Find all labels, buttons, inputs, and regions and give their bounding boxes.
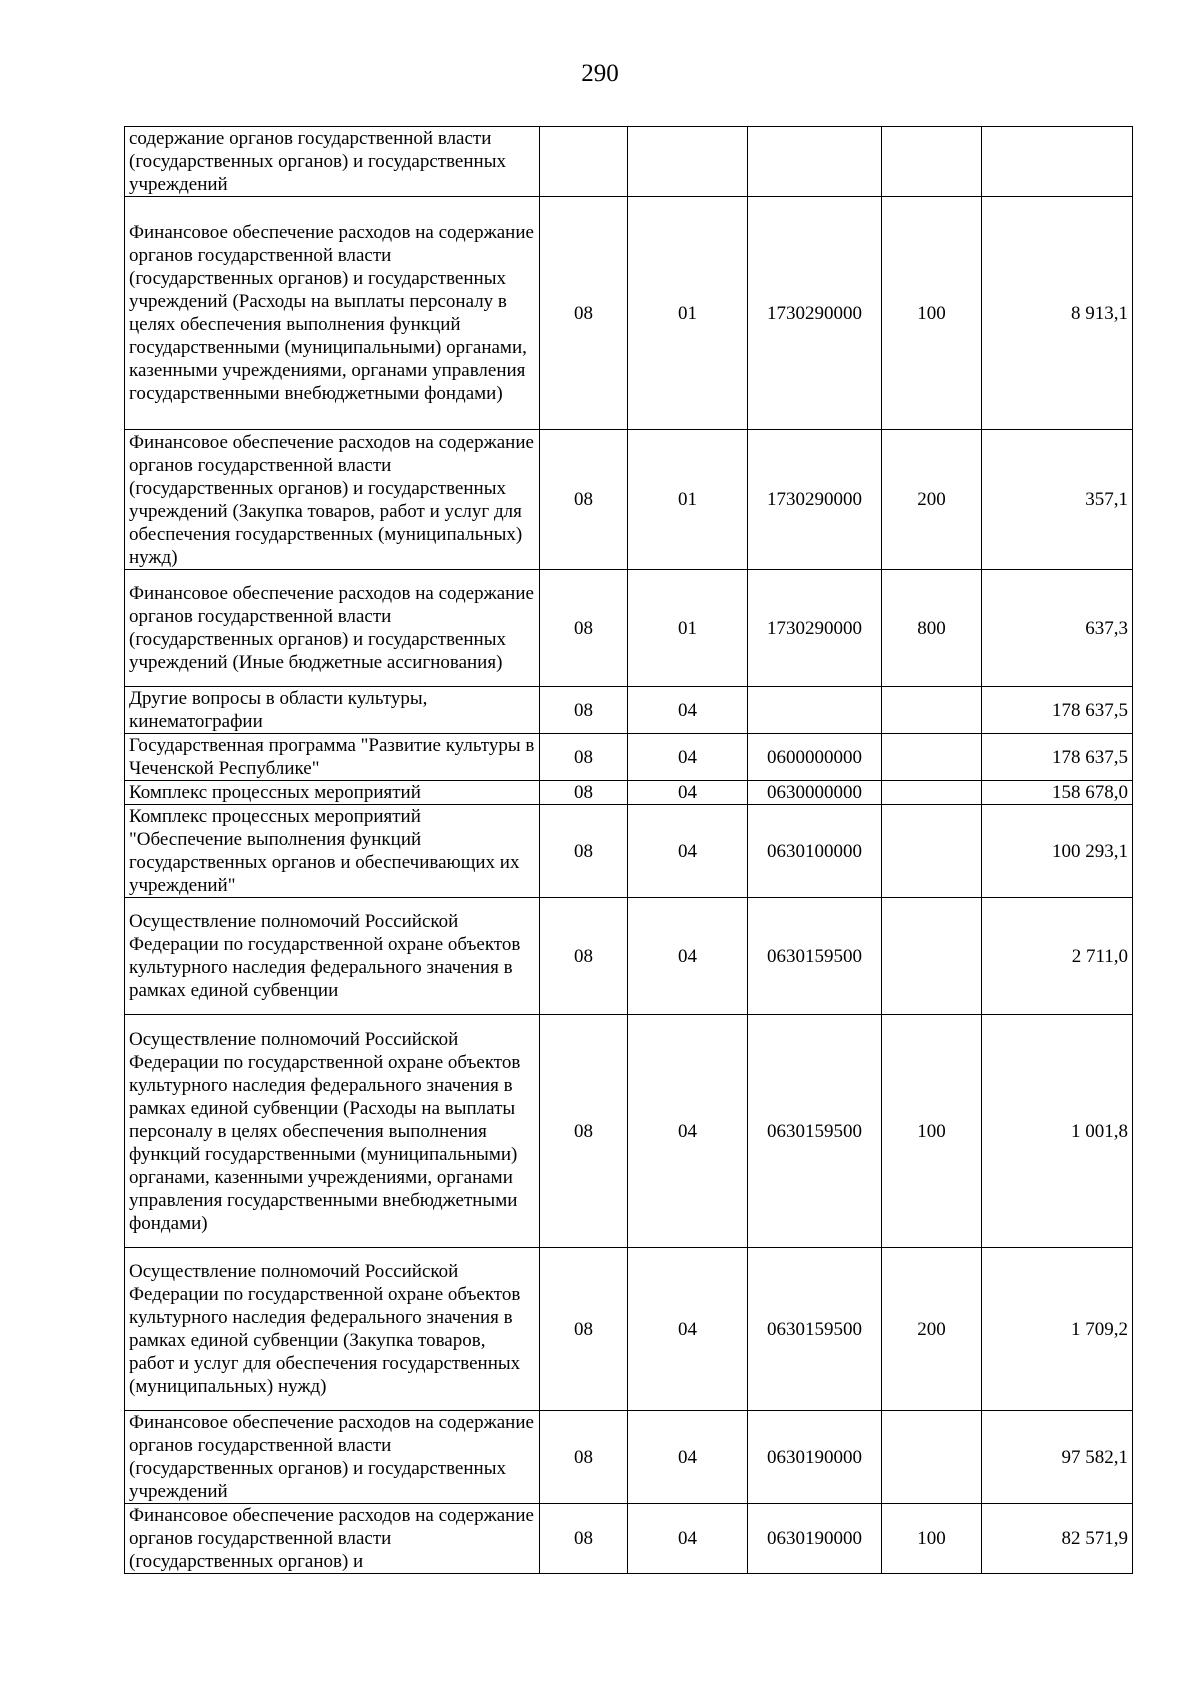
row-section-cell: 08 (540, 805, 628, 898)
row-target-cell: 0630159500 (748, 1248, 882, 1411)
row-subsection-cell: 04 (628, 1411, 748, 1504)
row-name-cell: содержание органов государственной власти (государственных органов) и государственных учреждений (125, 127, 540, 197)
row-expense-type-cell: 100 (882, 1504, 982, 1574)
row-section-cell: 08 (540, 734, 628, 781)
row-target-cell: 0630190000 (748, 1504, 882, 1574)
row-section-cell: 08 (540, 197, 628, 430)
row-amount-cell: 178 637,5 (982, 687, 1133, 734)
row-expense-type-cell (882, 1411, 982, 1504)
table-row (125, 1248, 1133, 1411)
row-target-cell (748, 687, 882, 734)
row-amount-cell: 2 711,0 (982, 898, 1133, 1015)
row-name-cell: Другие вопросы в области культуры, кинематографии (125, 687, 540, 734)
row-amount-cell: 158 678,0 (982, 781, 1133, 805)
row-name-cell: Осуществление полномочий Российской Федерации по государственной охране объектов культурного наследия федерального значения в рамках единой субвенции (125, 898, 540, 1015)
row-amount-cell: 1 709,2 (982, 1248, 1133, 1411)
row-name-cell: Финансовое обеспечение расходов на содержание органов государственной власти (государственных органов) и государственных учреждений (Иные бюджетные ассигнования) (125, 570, 540, 687)
row-expense-type-cell (882, 781, 982, 805)
table-row (125, 430, 1133, 570)
row-expense-type-cell (882, 805, 982, 898)
row-subsection-cell: 01 (628, 570, 748, 687)
row-expense-type-cell: 100 (882, 1015, 982, 1248)
budget-table-body (125, 127, 1133, 1574)
row-expense-type-cell (882, 127, 982, 197)
table-row (125, 898, 1133, 1015)
row-section-cell: 08 (540, 1411, 628, 1504)
row-subsection-cell: 01 (628, 197, 748, 430)
table-row (125, 1504, 1133, 1574)
row-amount-cell: 100 293,1 (982, 805, 1133, 898)
row-subsection-cell: 01 (628, 430, 748, 570)
row-target-cell: 1730290000 (748, 570, 882, 687)
row-expense-type-cell (882, 734, 982, 781)
row-expense-type-cell (882, 687, 982, 734)
table-row (125, 1015, 1133, 1248)
table-row (125, 127, 1133, 197)
row-target-cell: 0630159500 (748, 1015, 882, 1248)
row-name-cell: Финансовое обеспечение расходов на содержание органов государственной власти (государственных органов) и государственных учреждений (Закупка товаров, работ и услуг для обеспечения государственных (муниципальных) нужд) (125, 430, 540, 570)
table-row (125, 734, 1133, 781)
row-target-cell: 0630100000 (748, 805, 882, 898)
row-subsection-cell: 04 (628, 687, 748, 734)
row-target-cell: 1730290000 (748, 430, 882, 570)
row-section-cell: 08 (540, 570, 628, 687)
row-section-cell (540, 127, 628, 197)
row-amount-cell: 8 913,1 (982, 197, 1133, 430)
row-target-cell: 0600000000 (748, 734, 882, 781)
row-name-cell: Финансовое обеспечение расходов на содержание органов государственной власти (государственных органов) и государственных учреждений (125, 1411, 540, 1504)
row-target-cell: 0630159500 (748, 898, 882, 1015)
row-expense-type-cell: 200 (882, 1248, 982, 1411)
row-section-cell: 08 (540, 781, 628, 805)
row-amount-cell (982, 127, 1133, 197)
table-row (125, 1411, 1133, 1504)
row-subsection-cell: 04 (628, 805, 748, 898)
row-name-cell: Финансовое обеспечение расходов на содержание органов государственной власти (государственных органов) и государственных учреждений (Расходы на выплаты персоналу в целях обеспечения выполнения функций государственными (муниципальными) органами, казенными учреждениями, органами управления государственными внебюджетными фондами) (125, 197, 540, 430)
row-target-cell: 0630190000 (748, 1411, 882, 1504)
row-amount-cell: 178 637,5 (982, 734, 1133, 781)
table-row (125, 687, 1133, 734)
row-section-cell: 08 (540, 1015, 628, 1248)
row-name-cell: Комплекс процессных мероприятий "Обеспечение выполнения функций государственных органов и обеспечивающих их учреждений" (125, 805, 540, 898)
table-row (125, 570, 1133, 687)
row-amount-cell: 637,3 (982, 570, 1133, 687)
row-subsection-cell: 04 (628, 1504, 748, 1574)
row-target-cell: 1730290000 (748, 197, 882, 430)
row-amount-cell: 82 571,9 (982, 1504, 1133, 1574)
row-amount-cell: 357,1 (982, 430, 1133, 570)
row-expense-type-cell: 800 (882, 570, 982, 687)
budget-table (124, 126, 1133, 1574)
row-expense-type-cell: 200 (882, 430, 982, 570)
row-section-cell: 08 (540, 687, 628, 734)
row-name-cell: Осуществление полномочий Российской Федерации по государственной охране объектов культурного наследия федерального значения в рамках единой субвенции (Закупка товаров, работ и услуг для обеспечения государственных (муниципальных) нужд) (125, 1248, 540, 1411)
row-subsection-cell: 04 (628, 1015, 748, 1248)
table-row (125, 805, 1133, 898)
row-target-cell: 0630000000 (748, 781, 882, 805)
row-section-cell: 08 (540, 1248, 628, 1411)
row-subsection-cell: 04 (628, 898, 748, 1015)
row-expense-type-cell (882, 898, 982, 1015)
row-name-cell: Финансовое обеспечение расходов на содержание органов государственной власти (государственных органов) и (125, 1504, 540, 1574)
row-amount-cell: 97 582,1 (982, 1411, 1133, 1504)
row-subsection-cell: 04 (628, 781, 748, 805)
row-target-cell (748, 127, 882, 197)
table-row (125, 197, 1133, 430)
row-amount-cell: 1 001,8 (982, 1015, 1133, 1248)
row-expense-type-cell: 100 (882, 197, 982, 430)
row-subsection-cell: 04 (628, 1248, 748, 1411)
row-section-cell: 08 (540, 430, 628, 570)
page-number: 290 (581, 60, 619, 87)
row-section-cell: 08 (540, 1504, 628, 1574)
row-section-cell: 08 (540, 898, 628, 1015)
row-name-cell: Государственная программа "Развитие культуры в Чеченской Республике" (125, 734, 540, 781)
table-row (125, 781, 1133, 805)
row-name-cell: Комплекс процессных мероприятий (125, 781, 540, 805)
row-name-cell: Осуществление полномочий Российской Федерации по государственной охране объектов культурного наследия федерального значения в рамках единой субвенции (Расходы на выплаты персоналу в целях обеспечения выполнения функций государственными (муниципальными) органами, казенными учреждениями, органами управления государственными внебюджетными фондами) (125, 1015, 540, 1248)
row-subsection-cell: 04 (628, 734, 748, 781)
row-subsection-cell (628, 127, 748, 197)
